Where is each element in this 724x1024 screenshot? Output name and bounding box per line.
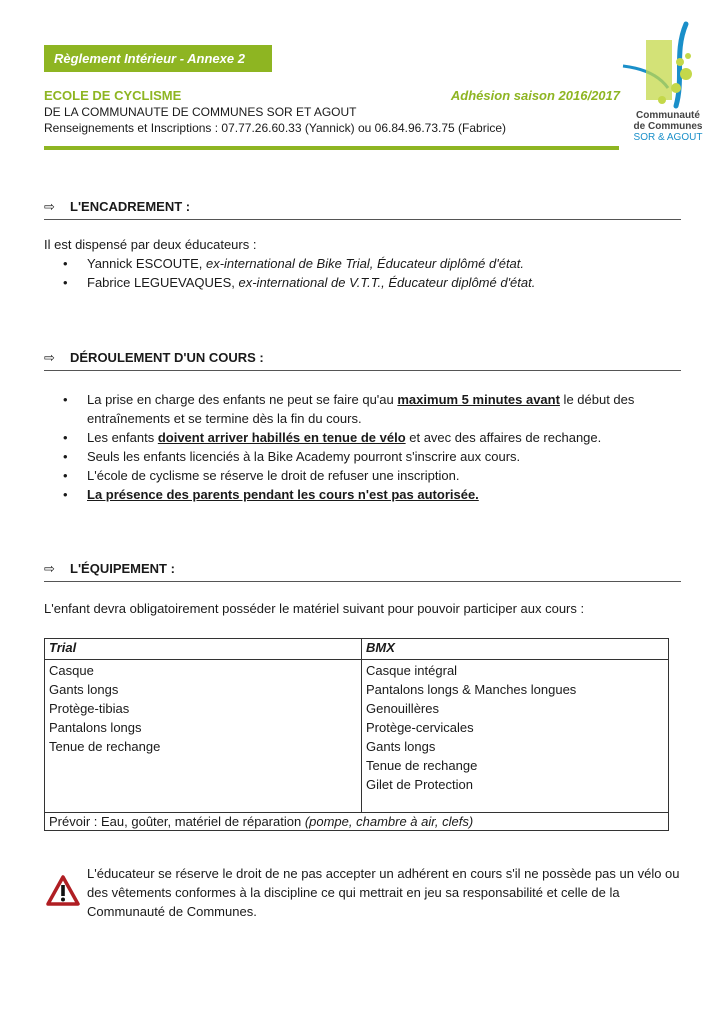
community-logo [618,18,718,143]
logo-line3: SOR & AGOUT [633,132,703,143]
equipement-intro: L'enfant devra obligatoirement posséder le matériel suivant pour pouvoir participer aux cours : [44,601,585,616]
table-cell: Gants longs [49,682,119,697]
arrow-icon: ⇨ [44,199,55,214]
list-item: • La prise en charge des enfants ne peut se faire qu'au maximum 5 minutes avant le début des entraînements et se termine dès la fin du cours. [44,390,684,428]
warning-text: L'éducateur se réserve le droit de ne pas accepter un adhérent en cours s'il ne possède pas un vélo ou des vêtements conformes à la discipline ce qui mettrait en jeu sa responsabilité et celle de la Communauté de Communes. [87,866,680,919]
table-cell: Casque [49,663,94,678]
table-cell: Casque intégral [366,663,458,678]
list-item: • Yannick ESCOUTE, ex-international de Bike Trial, Éducateur diplômé d'état. [44,254,684,273]
logo-line1: Communauté [636,110,700,121]
bmx-items [362,660,669,813]
equipment-table [44,638,669,831]
list-item: • Fabrice LEGUEVAQUES, ex-international de V.T.T., Éducateur diplômé d'état. [44,273,684,292]
list-item: • Seuls les enfants licenciés à la Bike Academy pourront s'inscrire aux cours. [44,447,684,466]
table-cell: Tenue de rechange [366,758,478,773]
school-name: ECOLE DE CYCLISME [44,88,182,103]
table-cell: Protège-cervicales [366,720,474,735]
section-encadrement-title: ⇨ L'ENCADREMENT : [44,199,681,220]
table-cell: Genouillères [366,701,439,716]
arrow-icon: ⇨ [44,350,55,365]
annex-banner: Règlement Intérieur - Annexe 2 [44,45,272,72]
season-label: Adhésion saison 2016/2017 [450,88,620,103]
table-cell: Pantalons longs & Manches longues [366,682,577,697]
educators-list [44,254,684,292]
bmx-header: BMX [362,639,669,660]
table-cell: Gants longs [366,739,436,754]
encadrement-intro: Il est dispensé par deux éducateurs : [44,237,257,252]
prevoir-row: Prévoir : Eau, goûter, matériel de réparation (pompe, chambre à air, clefs) [45,813,669,831]
header-rule [44,146,619,150]
trial-items [45,660,362,813]
rules-list [44,390,684,504]
arrow-icon: ⇨ [44,561,55,576]
table-cell: Tenue de rechange [49,739,161,754]
list-item: • La présence des parents pendant les cours n'est pas autorisée. [44,485,684,504]
section-equipement-title: ⇨ L'ÉQUIPEMENT : [44,561,681,582]
table-cell: Pantalons longs [49,720,142,735]
community-name: DE LA COMMUNAUTE DE COMMUNES SOR ET AGOUT [44,105,357,119]
contact-info: Renseignements et Inscriptions : 07.77.26.60.33 (Yannick) ou 06.84.96.73.75 (Fabrice) [44,121,507,135]
warning-icon [46,874,80,908]
trial-header: Trial [45,639,362,660]
table-cell: Protège-tibias [49,701,130,716]
table-cell: Gilet de Protection [366,777,473,792]
logo-line2: de Communes [633,121,703,132]
list-item: • Les enfants doivent arriver habillés en tenue de vélo et avec des affaires de rechange. [44,428,684,447]
section-deroulement-title: ⇨ DÉROULEMENT D'UN COURS : [44,350,681,371]
list-item: • L'école de cyclisme se réserve le droit de refuser une inscription. [44,466,684,485]
